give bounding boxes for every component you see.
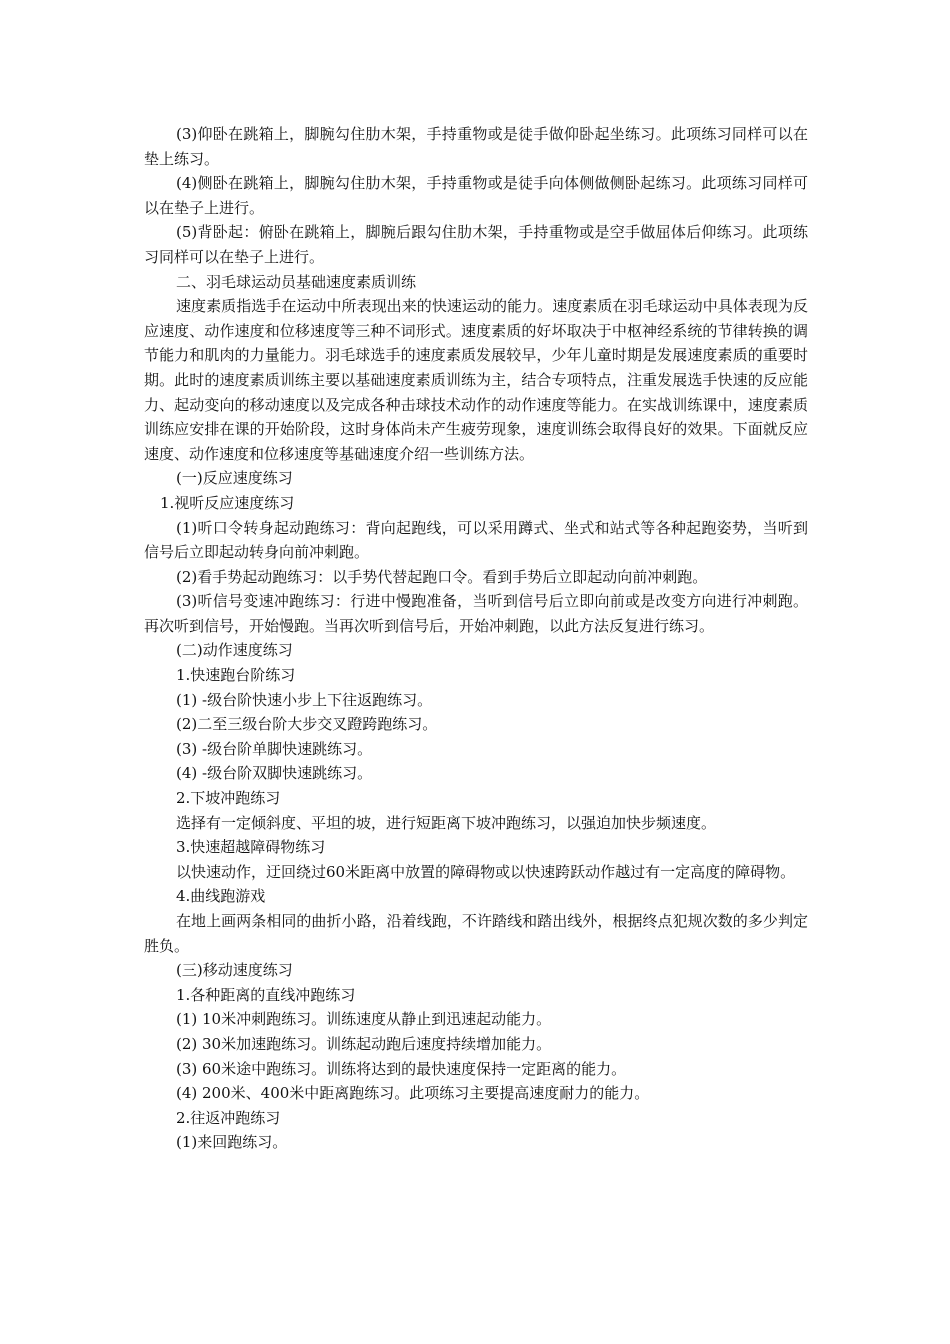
paragraph: 2.下坡冲跑练习 [176,789,281,808]
paragraph: (3)仰卧在跳箱上，脚腕勾住肋木架，手持重物或是徒手做仰卧起坐练习。此项练习同样可以在垫上练习。 [144,125,808,168]
paragraph: (1) 10米冲刺跑练习。训练速度从静止到迅速起动能力。 [176,1010,552,1029]
paragraph: (1)来回跑练习。 [176,1133,288,1152]
paragraph: (1)听口令转身起动跑练习：背向起跑线，可以采用蹲式、坐式和站式等各种起跑姿势，当听到信号后立即起动转身向前冲刺跑。 [144,518,808,562]
paragraph: 1.各种距离的直线冲跑练习 [176,985,356,1004]
paragraph: (二)动作速度练习 [176,641,293,660]
paragraph: (一)反应速度练习 [176,469,293,488]
paragraph: (3) -级台阶单脚快速跳练习。 [176,739,373,758]
paragraph: 1.视听反应速度练习 [160,493,295,512]
paragraph: 1.快速跑台阶练习 [176,666,296,685]
paragraph: 选择有一定倾斜度、平坦的坡，进行短距离下坡冲跑练习，以强迫加快步频速度。 [176,813,717,832]
paragraph: (4) 200米、400米中距离跑练习。此项练习主要提高速度耐力的能力。 [176,1084,650,1103]
paragraph: (2)看手势起动跑练习：以手势代替起跑口令。看到手势后立即起动向前冲刺跑。 [176,567,708,586]
paragraph: (3) 60米途中跑练习。训练将达到的最快速度保持一定距离的能力。 [176,1059,627,1078]
paragraph: 速度素质指选手在运动中所表现出来的快速运动的能力。速度素质在羽毛球运动中具体表现为反应速度、动作速度和位移速度等三种不词形式。速度素质的好坏取决于中枢神经系统的节律转换的调节能力和肌肉的力量能力。羽毛球选手的速度素质发展较早，少年儿童时期是发展速度素质的重要时期。此时的速度素质训练主要以基础速度素质训练为主，结合专项特点，注重发展选手快速的反应能力、起动变向的移动速度以及完成各种击球技术动作的动作速度等能力。在实战训练课中，速度素质训练应安排在课的开始阶段，这时身体尚未产生疲劳现象，速度训练会取得良好的效果。下面就反应速度、动作速度和位移速度等基础速度介绍一些训练方法。 [144,297,808,463]
paragraph: (4)侧卧在跳箱上，脚腕勾住肋木架，手持重物或是徒手向体侧做侧卧起练习。此项练习同样可以在垫子上进行。 [144,174,808,217]
paragraph: 4.曲线跑游戏 [176,887,266,906]
paragraph: 3.快速超越障碍物练习 [176,838,326,857]
paragraph: (三)移动速度练习 [176,961,293,980]
document-body [144,122,808,1155]
paragraph: (1) -级台阶快速小步上下往返跑练习。 [176,690,433,709]
paragraph: 在地上画两条相同的曲折小路，沿着线跑，不许踏线和踏出线外，根据终点犯规次数的多少判定胜负。 [144,912,808,955]
paragraph: (5)背卧起：俯卧在跳箱上，脚腕后跟勾住肋木架，手持重物或是空手做屈体后仰练习。此项练习同样可以在垫子上进行。 [144,223,808,266]
paragraph: (2) 30米加速跑练习。训练起动跑后速度持续增加能力。 [176,1034,552,1053]
paragraph: 二、羽毛球运动员基础速度素质训练 [176,272,417,291]
paragraph: (2)二至三级台阶大步交叉蹬跨跑练习。 [176,715,438,734]
paragraph: 以快速动作，迂回绕过60米距离中放置的障碍物或以快速跨跃动作越过有一定高度的障碍物。 [176,862,796,881]
paragraph: (4) -级台阶双脚快速跳练习。 [176,764,373,783]
paragraph: 2.往返冲跑练习 [176,1108,281,1127]
paragraph: (3)听信号变速冲跑练习：行进中慢跑准备，当听到信号后立即向前或是改变方向进行冲刺跑。再次听到信号，开始慢跑。当再次听到信号后，开始冲刺跑，以此方法反复进行练习。 [144,592,808,635]
